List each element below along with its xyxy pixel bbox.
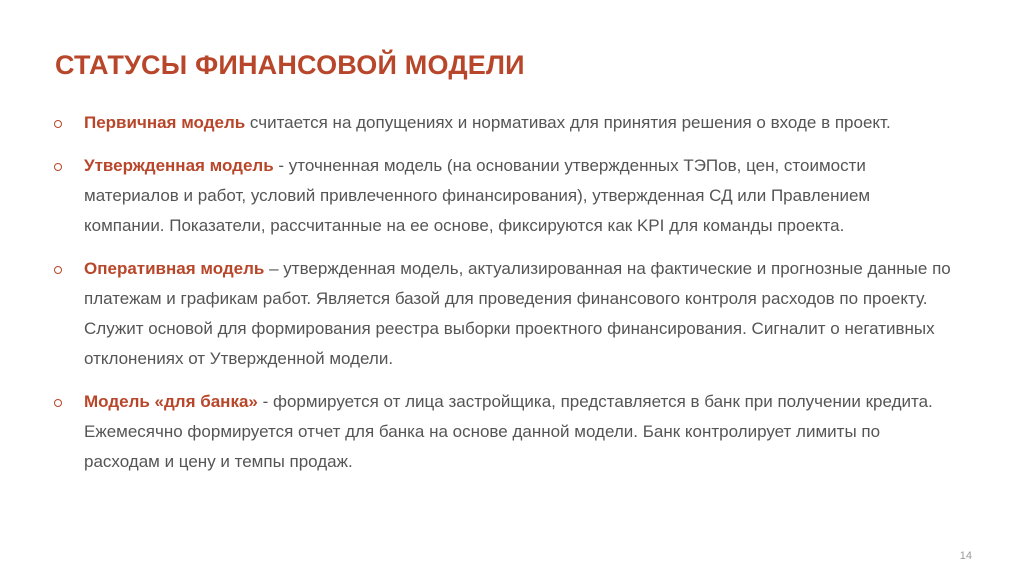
bullet-item-approved-model — [54, 151, 954, 241]
circle-bullet-icon — [54, 163, 62, 171]
bullet-text: считается на допущениях и нормативах для принятия решения о входе в проект. — [245, 113, 891, 132]
slide-title: СТАТУСЫ ФИНАНСОВОЙ МОДЕЛИ — [55, 50, 525, 80]
bullet-term: Оперативная модель — [84, 259, 265, 278]
bullet-text: - уточненная модель (на основании утвержденных ТЭПов, цен, стоимости материалов и работ, условий привлеченного финансирования), утвержденная СД или Правлением компании. Показатели, рассчитанные на ее основе, фиксируются как KPI для команды проекта. — [84, 156, 871, 235]
bullet-text: - формируется от лица застройщика, представляется в банк при получении кредита. Ежемесячно формируется отчет для банка на основе данной модели. Банк контролирует лимиты по расходам и цену и темпы продаж. — [84, 392, 933, 471]
bullet-item-primary-model — [54, 108, 954, 138]
circle-bullet-icon — [54, 120, 62, 128]
page-number: 14 — [959, 550, 972, 562]
bullet-item-operational-model — [54, 254, 954, 374]
bullet-term: Первичная модель — [84, 113, 246, 132]
bullet-term: Утвержденная модель — [84, 156, 274, 175]
bullet-list — [54, 108, 954, 490]
circle-bullet-icon — [54, 399, 62, 407]
bullet-text: – утвержденная модель, актуализированная на фактические и прогнозные данные по платежам и графикам работ. Является базой для проведения финансового контроля расходов по проекту. Служит основой для формирования реестра выборки проектного финансирования. Сигналит о негативных отклонениях от Утвержденной модели. — [84, 259, 951, 368]
bullet-item-bank-model — [54, 387, 954, 477]
circle-bullet-icon — [54, 266, 62, 274]
bullet-term: Модель «для банка» — [84, 392, 258, 411]
